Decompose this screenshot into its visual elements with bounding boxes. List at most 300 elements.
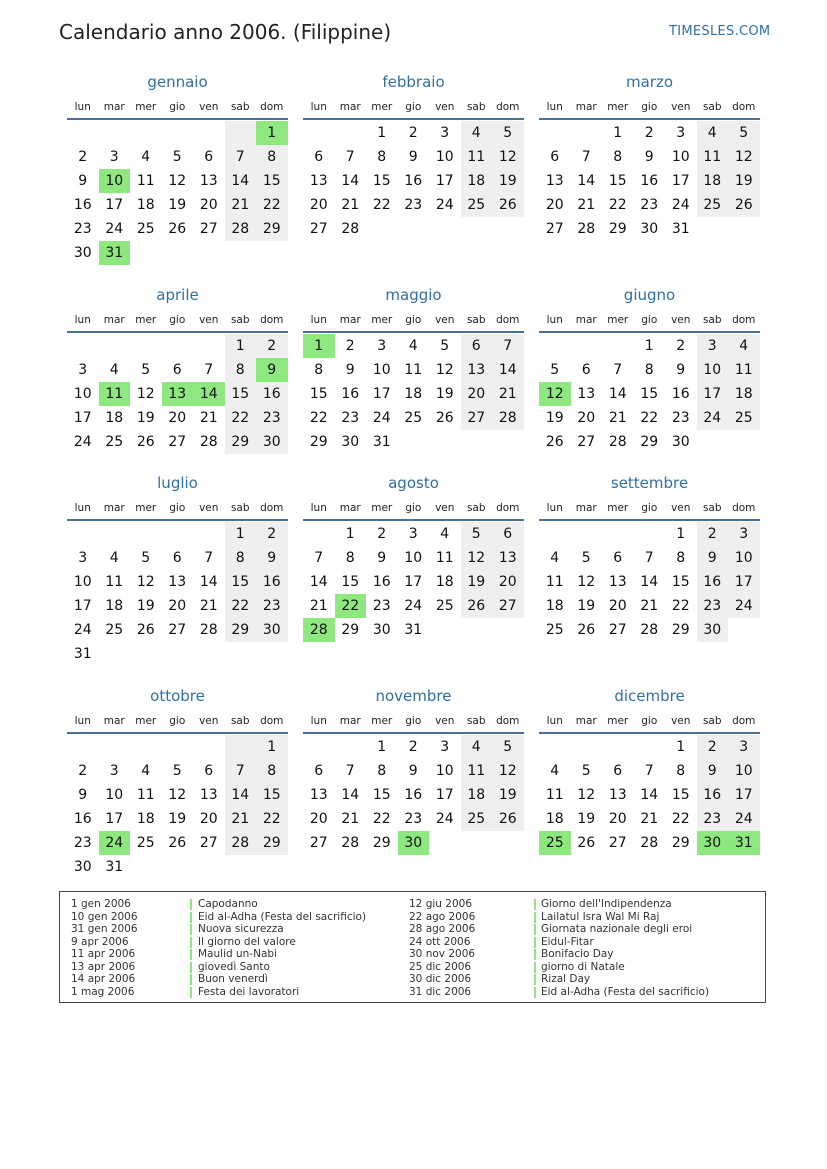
day-cell: 27 [309,221,328,237]
day-cell: 27 [199,221,218,237]
day-cell: 14 [608,386,627,402]
day-cell: 17 [697,382,729,406]
day-cell: 23 [697,807,729,831]
holiday-date: 10 gen 2006 [71,910,138,923]
day-cell: 11 [545,574,564,590]
holiday-date: 31 dic 2006 [409,985,472,998]
day-cell: 1 [377,739,387,755]
day-cell: 7 [581,149,591,165]
day-cell: 29 [671,835,690,851]
day-grid [303,121,524,265]
day-cell: 3 [728,522,760,546]
holiday-name: Festa dei lavoratori [198,985,300,998]
day-cell: 26 [577,622,596,638]
day-cell: 23 [671,410,690,426]
day-cell: 13 [577,386,596,402]
day-cell: 8 [256,759,288,783]
weekday-header: sab [702,502,722,514]
day-cell: 17 [372,386,391,402]
day-cell: 29 [256,831,288,855]
weekday-header: sab [230,101,250,113]
day-cell: 20 [608,811,627,827]
day-cell: 1 [676,739,686,755]
holiday-day-cell: 1 [303,334,335,358]
day-cell: 15 [341,574,360,590]
day-cell: 4 [550,763,560,779]
day-cell: 7 [204,362,214,378]
holiday-name: Rizal Day [541,973,591,985]
weekday-header: dom [260,101,284,113]
day-cell: 9 [408,763,418,779]
month-name: settembre [610,474,689,492]
day-cell: 16 [256,570,288,594]
holiday-name: Giornata nazionale degli eroi [541,923,693,935]
weekday-header: lun [74,502,91,514]
day-cell: 1 [345,526,355,542]
weekday-header: mar [339,502,361,514]
holiday-date: 22 ago 2006 [409,910,476,923]
day-cell: 27 [168,434,187,450]
day-cell: 5 [172,149,182,165]
day-cell: 21 [225,807,257,831]
day-cell: 15 [256,169,288,193]
day-cell: 13 [199,173,218,189]
day-cell: 11 [136,787,155,803]
day-cell: 6 [314,763,324,779]
day-cell: 1 [644,338,654,354]
day-cell: 12 [435,362,454,378]
day-cell: 16 [256,382,288,406]
day-cell: 2 [78,763,88,779]
day-cell: 28 [608,434,627,450]
day-cell: 29 [671,622,690,638]
day-cell: 24 [435,197,454,213]
day-cell: 12 [728,145,760,169]
day-cell: 16 [73,811,92,827]
holiday-marker [190,949,192,960]
day-cell: 13 [309,787,328,803]
day-cell: 29 [640,434,659,450]
day-cell: 28 [225,831,257,855]
day-cell: 15 [608,173,627,189]
day-cell: 16 [697,570,729,594]
day-grid [303,735,524,879]
day-cell: 4 [697,121,729,145]
holiday-day-cell: 10 [99,169,131,193]
holiday-day-cell: 1 [256,121,288,145]
day-cell: 24 [73,434,92,450]
day-grid [539,334,760,478]
day-cell: 2 [697,522,729,546]
holiday-marker [534,974,536,985]
month-ottobre [67,685,288,879]
day-cell: 18 [136,811,155,827]
day-cell: 8 [225,358,257,382]
holiday-marker [534,899,536,910]
day-cell: 14 [492,358,524,382]
day-cell: 4 [550,550,560,566]
holiday-day-cell: 31 [99,241,131,265]
weekday-header: sab [230,715,250,727]
day-cell: 2 [676,338,686,354]
weekday-header: ven [435,502,455,514]
day-cell: 9 [697,546,729,570]
weekday-header: mer [371,502,393,514]
day-cell: 10 [372,362,391,378]
day-cell: 3 [78,362,88,378]
day-cell: 26 [136,434,155,450]
weekday-header: dom [732,314,756,326]
day-cell: 24 [697,406,729,430]
month-name: maggio [385,286,442,304]
weekday-header: mer [135,314,157,326]
day-cell: 6 [613,550,623,566]
weekday-header: mar [339,314,361,326]
weekday-header-row [539,710,760,734]
holiday-name: giorno di Natale [541,960,625,973]
day-cell: 30 [671,434,690,450]
month-name: marzo [625,73,674,91]
day-cell: 19 [577,598,596,614]
day-cell: 28 [577,221,596,237]
holiday-marker [190,937,192,948]
day-cell: 21 [309,598,328,614]
weekday-header: dom [496,502,520,514]
month-febbraio [303,71,524,265]
weekday-header-row [67,497,288,521]
day-cell: 8 [345,550,355,566]
weekday-header: ven [199,502,219,514]
day-cell: 18 [105,598,124,614]
holiday-marker [190,924,192,935]
weekday-header: lun [310,502,327,514]
day-cell: 9 [644,149,654,165]
day-cell: 20 [309,811,328,827]
holiday-marker [190,987,192,998]
day-cell: 21 [577,197,596,213]
day-cell: 14 [341,787,360,803]
day-cell: 6 [581,362,591,378]
month-marzo [539,71,760,265]
holiday-day-cell: 11 [99,382,131,406]
weekend-empty-cell [225,735,257,759]
day-cell: 23 [372,598,391,614]
day-cell: 10 [728,759,760,783]
day-cell: 27 [168,622,187,638]
weekday-header: gio [641,715,658,727]
day-cell: 7 [204,550,214,566]
holiday-marker [534,924,536,935]
day-cell: 20 [168,598,187,614]
day-cell: 9 [697,759,729,783]
holiday-name: Capodanno [198,898,258,910]
day-cell: 1 [613,125,623,141]
day-cell: 9 [78,173,88,189]
weekday-header: mar [339,715,361,727]
month-name: novembre [375,687,452,705]
holiday-marker [534,962,536,973]
day-cell: 6 [204,763,214,779]
day-cell: 23 [404,197,423,213]
day-cell: 20 [492,570,524,594]
day-cell: 14 [577,173,596,189]
day-cell: 11 [461,145,493,169]
day-grid [539,121,760,265]
day-cell: 3 [109,149,119,165]
month-agosto [303,472,524,666]
holiday-name: giovedì Santo [198,960,270,973]
month-gennaio [67,71,288,265]
weekday-header: mer [607,715,629,727]
day-cell: 6 [314,149,324,165]
weekday-header-row [67,309,288,333]
holiday-marker [534,937,536,948]
day-cell: 8 [644,362,654,378]
weekday-header: dom [732,502,756,514]
day-cell: 1 [256,735,288,759]
day-cell: 3 [440,739,450,755]
holiday-name: Nuova sicurezza [198,923,284,935]
day-cell: 22 [372,197,391,213]
day-cell: 4 [408,338,418,354]
day-cell: 20 [199,811,218,827]
day-cell: 2 [377,526,387,542]
day-cell: 12 [492,759,524,783]
day-cell: 17 [73,410,92,426]
day-cell: 15 [372,173,391,189]
holiday-marker [534,912,536,923]
holiday-marker [190,899,192,910]
day-cell: 2 [256,334,288,358]
weekday-header: ven [199,314,219,326]
weekday-header: gio [641,101,658,113]
day-cell: 3 [408,526,418,542]
day-cell: 19 [492,169,524,193]
weekday-header-row [67,96,288,120]
day-grid [539,522,760,666]
day-cell: 10 [73,386,92,402]
day-cell: 27 [545,221,564,237]
day-cell: 18 [545,598,564,614]
day-cell: 25 [545,622,564,638]
day-cell: 16 [697,783,729,807]
day-cell: 8 [676,763,686,779]
day-cell: 24 [435,811,454,827]
weekday-header: mar [575,715,597,727]
day-cell: 19 [136,410,155,426]
day-cell: 14 [640,574,659,590]
day-cell: 19 [435,386,454,402]
weekday-header: gio [405,314,422,326]
day-cell: 14 [341,173,360,189]
day-cell: 16 [404,173,423,189]
day-cell: 6 [492,522,524,546]
day-cell: 7 [345,763,355,779]
day-cell: 23 [73,835,92,851]
weekday-header-row [67,710,288,734]
holiday-date: 12 giu 2006 [409,898,472,910]
day-grid [67,121,288,265]
day-cell: 10 [728,546,760,570]
day-cell: 2 [644,125,654,141]
day-cell: 26 [492,807,524,831]
day-cell: 7 [644,550,654,566]
weekday-header: mar [575,314,597,326]
weekday-header: lun [546,314,563,326]
day-cell: 4 [109,550,119,566]
day-cell: 22 [256,193,288,217]
day-cell: 23 [640,197,659,213]
day-cell: 27 [199,835,218,851]
holiday-day-cell: 31 [728,831,760,855]
weekday-header: gio [169,502,186,514]
day-cell: 26 [168,221,187,237]
day-cell: 22 [225,594,257,618]
day-cell: 12 [492,145,524,169]
weekday-header: ven [435,314,455,326]
weekday-header: mer [135,715,157,727]
day-cell: 20 [168,410,187,426]
weekday-header: dom [260,502,284,514]
weekday-header: ven [199,101,219,113]
day-cell: 10 [697,358,729,382]
day-cell: 15 [309,386,328,402]
holiday-date: 30 dic 2006 [409,973,472,985]
weekday-header: sab [702,715,722,727]
holiday-name: Eid al-Adha (Festa del sacrificio) [541,985,710,998]
weekday-header: mar [575,502,597,514]
day-cell: 18 [136,197,155,213]
day-cell: 23 [697,594,729,618]
day-cell: 8 [613,149,623,165]
day-cell: 8 [256,145,288,169]
day-cell: 11 [728,358,760,382]
weekday-header-row [539,497,760,521]
holiday-date: 30 nov 2006 [409,948,476,960]
holiday-marker [534,949,536,960]
day-cell: 23 [404,811,423,827]
holiday-date: 13 apr 2006 [71,960,136,973]
day-cell: 27 [577,434,596,450]
day-cell: 12 [577,574,596,590]
day-cell: 3 [109,763,119,779]
holiday-name: Buon venerdì [198,973,268,985]
weekday-header: dom [496,314,520,326]
day-cell: 25 [105,434,124,450]
day-cell: 30 [341,434,360,450]
day-cell: 7 [644,763,654,779]
month-maggio [303,284,524,478]
day-cell: 3 [78,550,88,566]
day-cell: 20 [608,598,627,614]
day-cell: 9 [78,787,88,803]
day-cell: 13 [309,173,328,189]
day-cell: 11 [545,787,564,803]
day-cell: 24 [372,410,391,426]
day-cell: 23 [73,221,92,237]
day-cell: 29 [341,622,360,638]
day-cell: 25 [105,622,124,638]
day-cell: 25 [136,835,155,851]
day-cell: 11 [697,145,729,169]
day-cell: 5 [492,121,524,145]
brand-link[interactable]: TIMESLES.COM [669,24,771,39]
day-cell: 23 [256,406,288,430]
day-grid [67,522,288,666]
holiday-day-cell: 12 [539,382,571,406]
weekday-header: sab [466,715,486,727]
weekday-header: lun [546,101,563,113]
day-cell: 17 [435,787,454,803]
day-cell: 25 [697,193,729,217]
day-cell: 19 [461,570,493,594]
day-cell: 25 [728,406,760,430]
day-cell: 1 [676,526,686,542]
day-cell: 7 [613,362,623,378]
day-cell: 27 [608,622,627,638]
day-cell: 22 [225,406,257,430]
holiday-day-cell: 24 [99,831,131,855]
weekday-header: gio [641,314,658,326]
day-cell: 21 [492,382,524,406]
day-cell: 26 [577,835,596,851]
day-cell: 1 [225,522,257,546]
day-cell: 30 [256,618,288,642]
day-cell: 29 [372,835,391,851]
day-cell: 31 [372,434,391,450]
day-cell: 5 [141,550,151,566]
day-cell: 17 [404,574,423,590]
day-cell: 11 [105,574,124,590]
day-cell: 18 [404,386,423,402]
day-cell: 23 [341,410,360,426]
page-title: Calendario anno 2006. (Filippine) [59,20,392,44]
day-cell: 27 [309,835,328,851]
holiday-day-cell: 13 [162,382,194,406]
day-cell: 27 [608,835,627,851]
day-cell: 8 [676,550,686,566]
day-grid [67,334,288,478]
day-cell: 8 [377,763,387,779]
day-cell: 10 [73,574,92,590]
holiday-name: Bonifacio Day [541,948,614,960]
weekday-header: gio [405,101,422,113]
day-cell: 4 [109,362,119,378]
holiday-day-cell: 30 [697,831,729,855]
day-cell: 22 [372,811,391,827]
day-cell: 18 [728,382,760,406]
month-name: febbraio [382,73,445,91]
day-cell: 26 [435,410,454,426]
weekday-header: lun [546,502,563,514]
day-cell: 18 [461,169,493,193]
holiday-date: 25 dic 2006 [409,960,472,973]
day-cell: 6 [172,550,182,566]
day-cell: 12 [461,546,493,570]
day-cell: 9 [256,546,288,570]
holiday-date: 1 mag 2006 [71,985,135,998]
day-cell: 2 [256,522,288,546]
holiday-marker [534,987,536,998]
day-cell: 1 [225,334,257,358]
day-cell: 17 [728,783,760,807]
month-name: giugno [623,286,676,304]
day-cell: 20 [577,410,596,426]
day-cell: 5 [492,735,524,759]
day-cell: 18 [545,811,564,827]
day-cell: 26 [168,835,187,851]
month-giugno [539,284,760,478]
